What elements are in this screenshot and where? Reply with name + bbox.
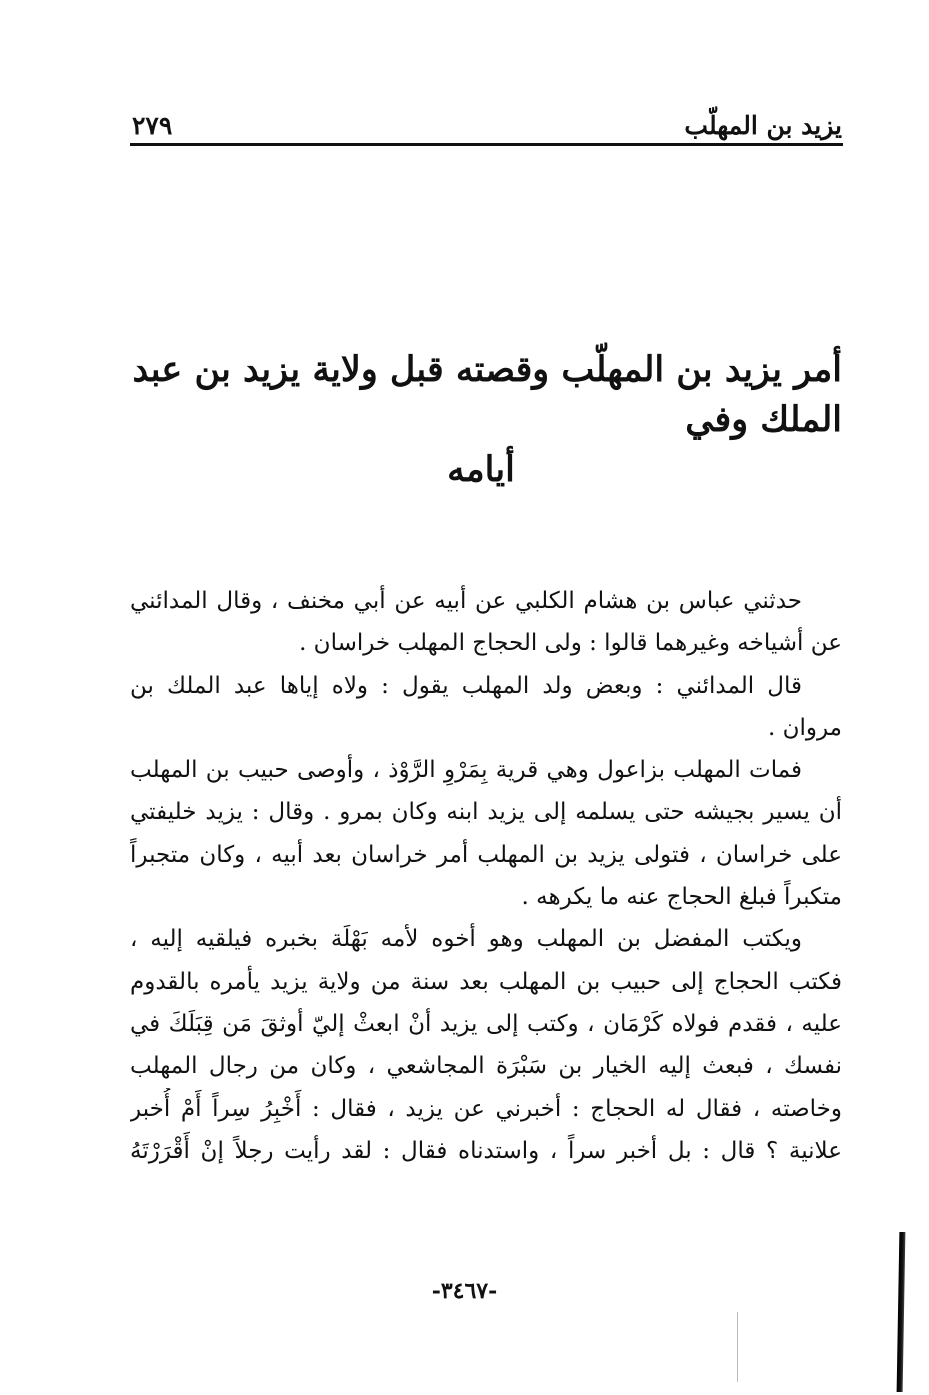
footer-page-number: -٣٤٦٧- <box>431 1278 498 1304</box>
body-text <box>130 580 842 1172</box>
chapter-title <box>120 345 842 495</box>
chapter-title-line-2: أيامه <box>447 449 515 490</box>
body-line: قال المدائني : وبعض ولد المهلب يقول : ولاه إياها عبد الملك بن <box>130 672 802 699</box>
body-line: عن أشياخه وغيرهما قالوا : ولى الحجاج المهلب خراسان . <box>299 630 842 657</box>
body-line: علانية ؟ قال : بل أخبر سراً ، واستدناه فقال : لقد رأيت رجلاً إنْ أَقْرَرْتَهُ <box>130 1137 842 1164</box>
header-rule <box>130 143 843 146</box>
body-line: ويكتب المفضل بن المهلب وهو أخوه لأمه بَهْلَة بخبره فيلقيه إليه ، <box>130 926 802 953</box>
body-line: حدثني عباس بن هشام الكلبي عن أبيه عن أبي مخنف ، وقال المدائني <box>130 588 802 614</box>
body-line: وخاصته ، فقال له الحجاج : أخبرني عن يزيد ، فقال : أَخْبِرُ سِراً أَمْ أُخبر <box>130 1095 842 1122</box>
body-line: فكتب الحجاج إلى حبيب بن المهلب بعد سنة من ولاية يزيد يأمره بالقدوم <box>130 968 842 995</box>
scan-thin-line <box>737 1312 738 1382</box>
body-line: على خراسان ، فتولى يزيد بن المهلب أمر خراسان بعد أبيه ، وكان متجبراً <box>130 841 842 868</box>
body-line: مروان . <box>767 714 842 741</box>
scan-edge-mark <box>897 1232 906 1392</box>
running-header-title: يزيد بن المهلّب <box>684 111 842 140</box>
running-header-page-number: ٢٧٩ <box>132 111 173 140</box>
chapter-title-line-1: أمر يزيد بن المهلّب وقصته قبل ولاية يزيد بن عبد الملك وفي <box>132 349 842 440</box>
body-line: فمات المهلب بزاعول وهي قرية بِمَرْوِ الرَّوْذ ، وأوصى حبيب بن المهلب <box>130 757 802 784</box>
running-header <box>132 100 842 140</box>
body-line: متكبراً فبلغ الحجاج عنه ما يكرهه . <box>521 884 842 911</box>
body-line: أن يسير بجيشه حتى يسلمه إلى يزيد ابنه وكان بمرو . وقال : يزيد خليفتي <box>130 799 842 826</box>
body-line: نفسك ، فبعث إليه الخيار بن سَبْرَة المجاشعي ، وكان من رجال المهلب <box>130 1053 842 1080</box>
body-line: عليه ، فقدم فولاه كَرْمَان ، وكتب إلى يزيد أنْ ابعثْ إليّ أوثقَ مَن قِبَلَكَ في <box>130 1010 842 1037</box>
